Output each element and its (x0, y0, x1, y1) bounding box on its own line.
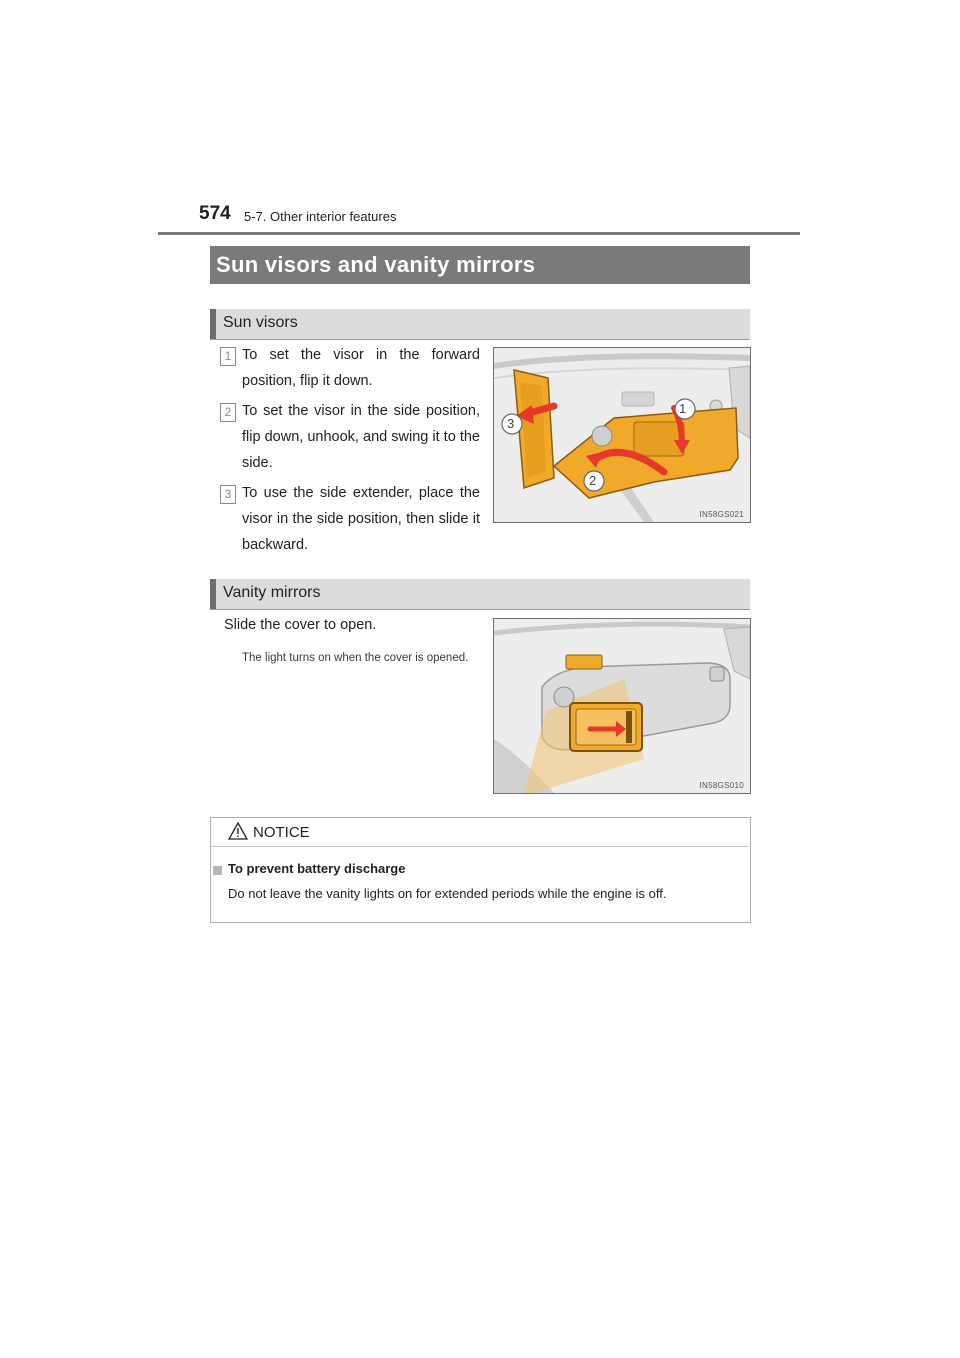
page-number: 574 (199, 203, 231, 224)
step-number-1: 1 (220, 347, 236, 366)
vanity-mirrors-heading: Vanity mirrors (223, 584, 321, 601)
sun-visor-figure (493, 347, 751, 523)
vanity-note: The light turns on when the cover is opened. (242, 652, 469, 664)
sun-visor-illustration (494, 348, 750, 522)
page-title: Sun visors and vanity mirrors (216, 252, 536, 277)
callout-2: 2 (589, 473, 597, 488)
vanity-instruction: Slide the cover to open. (224, 617, 377, 633)
notice-label: NOTICE (253, 824, 310, 841)
step-number-3: 3 (220, 485, 236, 504)
figure-code: IN58GS010 (699, 781, 744, 790)
heading-accent (210, 579, 216, 609)
vanity-mirror-illustration (494, 619, 750, 793)
warning-triangle-icon (228, 822, 248, 845)
step-number-2: 2 (220, 403, 236, 422)
header-rule (158, 232, 800, 235)
step-text-3: To use the side extender, place the visor in the side position, then slide it backward. (242, 485, 480, 553)
sun-visors-heading: Sun visors (223, 314, 298, 331)
bullet-square-icon (213, 866, 222, 875)
section-breadcrumb: 5-7. Other interior features (244, 209, 397, 224)
step-text-1: To set the visor in the forward position, flip it down. (242, 347, 480, 389)
vanity-mirrors-heading-bar (210, 579, 750, 610)
step-text-2: To set the visor in the side position, flip down, unhook, and swing it to the side. (242, 403, 480, 471)
notice-subheading: To prevent battery discharge (228, 861, 406, 876)
vanity-mirror-figure (493, 618, 751, 794)
notice-body: Do not leave the vanity lights on for extended periods while the engine is off. (228, 886, 667, 901)
callout-3: 3 (507, 416, 515, 431)
sun-visors-heading-bar (210, 309, 750, 340)
page-title-bar (210, 246, 750, 284)
figure-code: IN58GS021 (699, 510, 744, 519)
heading-accent (210, 309, 216, 339)
callout-1: 1 (679, 401, 687, 416)
notice-divider (211, 846, 749, 847)
